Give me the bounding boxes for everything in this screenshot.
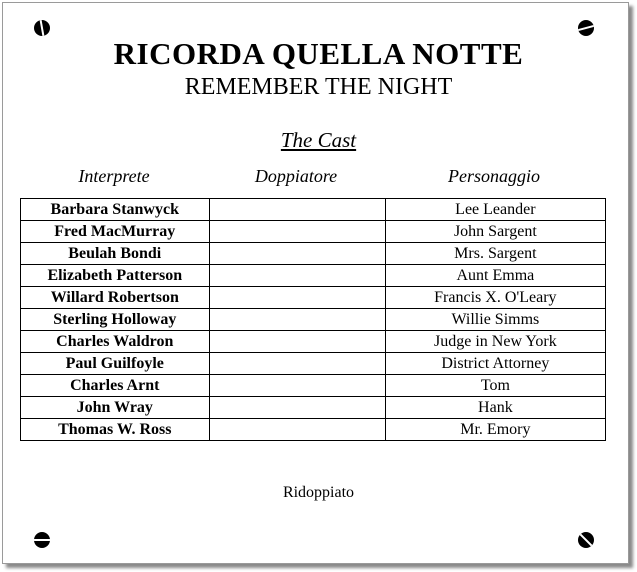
column-header-personaggio: Personaggio — [448, 166, 540, 186]
dubber-cell — [209, 375, 385, 397]
character-cell: John Sargent — [385, 221, 605, 243]
table-row — [21, 419, 606, 441]
table-row — [21, 221, 606, 243]
actor-cell: Sterling Holloway — [21, 309, 210, 331]
table-row — [21, 375, 606, 397]
character-cell: Hank — [385, 397, 605, 419]
screw-icon-bottom-right — [578, 532, 594, 548]
table-row — [21, 243, 606, 265]
table-row — [21, 309, 606, 331]
dubber-cell — [209, 243, 385, 265]
table-row — [21, 265, 606, 287]
film-original-title: REMEMBER THE NIGHT — [184, 74, 453, 100]
character-cell: Judge in New York — [385, 331, 605, 353]
table-row — [21, 353, 606, 375]
table-row — [21, 287, 606, 309]
character-cell: Tom — [385, 375, 605, 397]
dubber-cell — [209, 353, 385, 375]
dubber-cell — [209, 199, 385, 221]
dubber-cell — [209, 265, 385, 287]
dubber-cell — [209, 287, 385, 309]
character-cell: Aunt Emma — [385, 265, 605, 287]
film-title: RICORDA QUELLA NOTTE — [113, 36, 524, 71]
table-row — [21, 199, 606, 221]
dubber-cell — [209, 419, 385, 441]
actor-cell: Paul Guilfoyle — [21, 353, 210, 375]
cast-table — [20, 198, 606, 441]
dubber-cell — [209, 331, 385, 353]
column-header-interprete: Interprete — [78, 166, 150, 186]
actor-cell: Willard Robertson — [21, 287, 210, 309]
actor-cell: Charles Arnt — [21, 375, 210, 397]
character-cell: District Attorney — [385, 353, 605, 375]
dubber-cell — [209, 221, 385, 243]
actor-cell: Elizabeth Patterson — [21, 265, 210, 287]
actor-cell: John Wray — [21, 397, 210, 419]
actor-cell: Charles Waldron — [21, 331, 210, 353]
actor-cell: Thomas W. Ross — [21, 419, 210, 441]
actor-cell: Barbara Stanwyck — [21, 199, 210, 221]
character-cell: Mr. Emory — [385, 419, 605, 441]
actor-cell: Fred MacMurray — [21, 221, 210, 243]
screw-icon-top-left — [34, 20, 50, 36]
character-cell: Mrs. Sargent — [385, 243, 605, 265]
character-cell: Lee Leander — [385, 199, 605, 221]
table-row — [21, 397, 606, 419]
dubber-cell — [209, 309, 385, 331]
actor-cell: Beulah Bondi — [21, 243, 210, 265]
table-row — [21, 331, 606, 353]
ridoppiato-note: Ridoppiato — [282, 484, 355, 501]
column-header-doppiatore: Doppiatore — [254, 166, 338, 186]
screw-icon-bottom-left — [34, 532, 50, 548]
cast-heading: The Cast — [280, 128, 357, 152]
character-cell: Willie Simms — [385, 309, 605, 331]
screw-icon-top-right — [578, 20, 594, 36]
dubber-cell — [209, 397, 385, 419]
character-cell: Francis X. O'Leary — [385, 287, 605, 309]
